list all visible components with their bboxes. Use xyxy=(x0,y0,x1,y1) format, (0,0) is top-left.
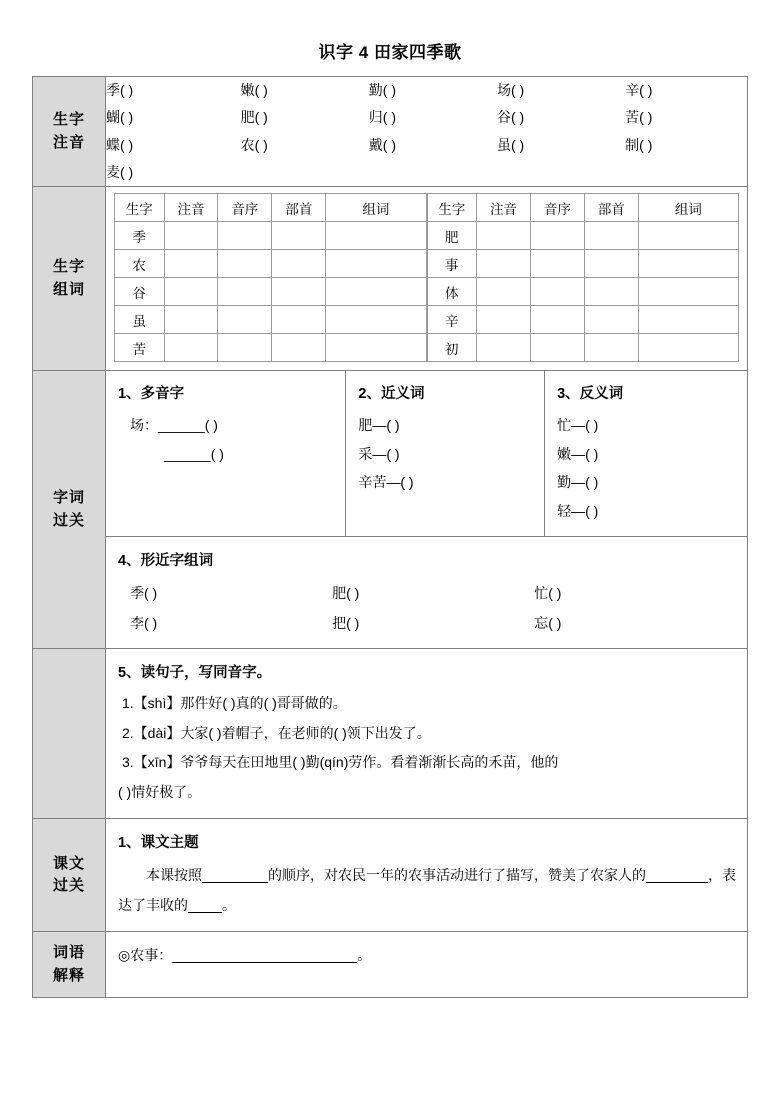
pinyin-grid-row xyxy=(106,159,747,186)
pinyin-item: 季( ) xyxy=(106,82,134,98)
answer-cell-radical[interactable] xyxy=(584,222,638,250)
answer-cell-pinyin[interactable] xyxy=(477,250,531,278)
answer-cell-words[interactable] xyxy=(326,250,426,278)
pinyin-item xyxy=(625,159,747,186)
duoyinzi-line-2[interactable]: ______( ) xyxy=(164,445,224,462)
section-row-vocab-top xyxy=(33,371,748,536)
answer-cell-radical[interactable] xyxy=(584,278,638,306)
fanyici-item[interactable]: 勤—( ) xyxy=(557,474,599,491)
answer-cell-order[interactable] xyxy=(530,306,584,334)
row-label-vocab-line1: 字词 xyxy=(52,489,85,507)
word-char-cell: 谷 xyxy=(115,278,165,306)
wordbuild-tables xyxy=(106,187,747,370)
xingjinzi-cell xyxy=(106,536,748,648)
word-explain-cell xyxy=(106,932,748,998)
pinyin-grid-row xyxy=(106,77,747,104)
pinyin-item xyxy=(241,159,369,186)
xingjinzi-row xyxy=(118,578,737,608)
row-label-word-explain-line2: 解释 xyxy=(52,966,85,984)
text-mastery-heading: 1、课文主题 xyxy=(118,835,199,852)
section-row-word-explain xyxy=(33,932,748,998)
answer-cell-pinyin[interactable] xyxy=(164,334,218,362)
xingjinzi-block xyxy=(106,537,747,648)
pinyin-item: 戴( ) xyxy=(368,136,397,153)
wordbuild-cell xyxy=(106,187,748,371)
table-row xyxy=(115,250,427,278)
answer-cell-pinyin[interactable] xyxy=(477,278,531,306)
answer-cell-radical[interactable] xyxy=(272,306,326,334)
answer-cell-words[interactable] xyxy=(638,250,738,278)
text-mastery-cell xyxy=(106,819,748,932)
vocab-col-jinyici xyxy=(346,371,545,535)
vocab-threecol-cell xyxy=(106,371,748,536)
vocab-col-fanyici xyxy=(545,371,747,535)
row-label-wordbuild-line1: 生字 xyxy=(52,258,85,276)
section-row-pinyin xyxy=(33,77,748,187)
answer-cell-words[interactable] xyxy=(638,278,738,306)
pinyin-item: 制( ) xyxy=(625,136,653,153)
table-header-row xyxy=(427,194,739,222)
pinyin-cell xyxy=(106,77,748,187)
section-row-tongyinzi xyxy=(33,649,748,819)
column-header-radical: 部首 xyxy=(584,194,638,222)
table-row xyxy=(427,278,739,306)
column-header-pinyin: 注音 xyxy=(477,194,531,222)
fanyici-item[interactable]: 嫩—( ) xyxy=(557,445,599,462)
answer-cell-pinyin[interactable] xyxy=(477,222,531,250)
column-header-words: 组词 xyxy=(326,194,426,222)
pinyin-item: 虽( ) xyxy=(496,136,525,153)
fanyici-item[interactable]: 轻—( ) xyxy=(557,502,599,519)
row-label-text-mastery-line2: 过关 xyxy=(52,877,85,895)
row-label-pinyin-line1: 生字 xyxy=(52,111,85,129)
vocab-col-duoyinzi xyxy=(106,371,346,535)
jinyici-item[interactable]: 辛苦—( ) xyxy=(358,474,414,491)
row-label-text-mastery-line1: 课文 xyxy=(52,854,85,872)
answer-cell-radical[interactable] xyxy=(584,334,638,362)
row-label-wordbuild xyxy=(33,187,106,371)
table-row xyxy=(115,306,427,334)
answer-cell-words[interactable] xyxy=(326,306,426,334)
pinyin-item xyxy=(369,159,497,186)
table-header-row xyxy=(115,194,427,222)
answer-cell-order[interactable] xyxy=(530,250,584,278)
answer-cell-radical[interactable] xyxy=(272,278,326,306)
fanyici-item[interactable]: 忙—( ) xyxy=(557,416,599,433)
pinyin-item: 辛( ) xyxy=(625,82,653,98)
word-char-cell: 虽 xyxy=(115,306,165,334)
text-mastery-part3: 人的 xyxy=(618,867,646,884)
tongyinzi-item[interactable]: 2.【dài】大家( )着帽子，在老师的( )领下出发了。 xyxy=(122,724,431,741)
section-row-text-mastery xyxy=(33,819,748,932)
column-header-order: 音序 xyxy=(218,194,272,222)
pinyin-item: 肥( ) xyxy=(240,109,268,126)
word-char-cell: 农 xyxy=(115,250,165,278)
answer-cell-order[interactable] xyxy=(218,278,272,306)
fill-blank[interactable] xyxy=(188,912,222,913)
page-title: 识字 4 田家四季歌 xyxy=(318,43,462,62)
pinyin-item: 苦( ) xyxy=(625,109,653,126)
tongyinzi-item[interactable]: 3.【xīn】爷爷每天在田地里( )勤(qín)劳作。看着渐渐长高的禾苗，他的 xyxy=(122,754,559,771)
tongyinzi-item[interactable]: 1.【shì】那件好( )真的( )哥哥做的。 xyxy=(122,695,347,712)
row-label-word-explain-line1: 词语 xyxy=(52,944,85,962)
answer-cell-order[interactable] xyxy=(530,278,584,306)
pinyin-item: 勤( ) xyxy=(368,82,397,98)
pinyin-item: 嫩( ) xyxy=(240,82,268,98)
text-mastery-part1: 本课按照 xyxy=(146,867,202,884)
xingjinzi-item[interactable]: 忙( ) xyxy=(534,584,562,601)
table-row xyxy=(115,222,427,250)
pinyin-item: 蝴( ) xyxy=(106,109,134,126)
jinyici-item[interactable]: 肥—( ) xyxy=(358,416,400,433)
word-char-cell: 季 xyxy=(115,222,165,250)
answer-cell-order[interactable] xyxy=(218,306,272,334)
answer-cell-pinyin[interactable] xyxy=(164,250,218,278)
answer-cell-words[interactable] xyxy=(638,334,738,362)
column-header-pinyin: 注音 xyxy=(164,194,218,222)
jinyici-item[interactable]: 采—( ) xyxy=(358,445,400,462)
answer-cell-words[interactable] xyxy=(326,278,426,306)
word-char-cell: 苦 xyxy=(115,334,165,362)
row-label-text-mastery xyxy=(33,819,106,932)
column-header-order: 音序 xyxy=(530,194,584,222)
pinyin-item: 归( ) xyxy=(368,109,397,126)
column-header-char: 生字 xyxy=(427,194,477,222)
answer-cell-pinyin[interactable] xyxy=(164,278,218,306)
tongyinzi-item-continuation[interactable]: ( )情好极了。 xyxy=(118,783,202,800)
table-row xyxy=(115,334,427,362)
row-label-wordbuild-line2: 组词 xyxy=(52,280,85,298)
text-mastery-part2: 的顺序，对农民一年的农事活动进行了描写，赞美了农家 xyxy=(268,867,618,884)
word-char-cell: 初 xyxy=(427,334,477,362)
fill-blank[interactable] xyxy=(172,962,357,963)
row-label-vocab xyxy=(33,371,106,649)
word-explain-block xyxy=(106,932,747,997)
text-mastery-block xyxy=(106,819,747,931)
xingjinzi-item[interactable]: 季( ) xyxy=(130,584,158,601)
column-header-char: 生字 xyxy=(115,194,165,222)
row-label-tongyinzi-empty xyxy=(33,649,106,819)
answer-cell-pinyin[interactable] xyxy=(164,222,218,250)
answer-cell-radical[interactable] xyxy=(584,306,638,334)
column-header-words: 组词 xyxy=(638,194,738,222)
worksheet-table xyxy=(32,76,748,998)
pinyin-item: 农( ) xyxy=(240,136,268,153)
duoyinzi-heading: 1、多音字 xyxy=(118,386,185,403)
pinyin-grid-row xyxy=(106,132,747,159)
pinyin-item: 麦( ) xyxy=(106,163,134,180)
word-char-cell: 辛 xyxy=(427,306,477,334)
word-char-cell: 肥 xyxy=(427,222,477,250)
fill-blank[interactable] xyxy=(202,882,268,883)
answer-cell-words[interactable] xyxy=(326,334,426,362)
answer-cell-radical[interactable] xyxy=(584,250,638,278)
pinyin-item xyxy=(497,159,625,186)
answer-cell-order[interactable] xyxy=(530,222,584,250)
tongyinzi-heading: 5、读句子，写同音字。 xyxy=(118,665,272,682)
row-label-pinyin-line2: 注音 xyxy=(52,133,85,151)
answer-cell-radical[interactable] xyxy=(272,222,326,250)
answer-cell-words[interactable] xyxy=(326,222,426,250)
table-row xyxy=(115,278,427,306)
wordbuild-table-right xyxy=(427,193,740,362)
answer-cell-radical[interactable] xyxy=(272,334,326,362)
table-row xyxy=(427,306,739,334)
row-label-vocab-line2: 过关 xyxy=(52,511,85,529)
table-row xyxy=(427,334,739,362)
word-explain-tail: 。 xyxy=(357,947,372,964)
section-row-wordbuild xyxy=(33,187,748,371)
pinyin-item: 谷( ) xyxy=(496,109,525,126)
row-label-pinyin xyxy=(33,77,106,187)
wordbuild-table-left xyxy=(114,193,427,362)
answer-cell-pinyin[interactable] xyxy=(477,334,531,362)
answer-cell-radical[interactable] xyxy=(272,250,326,278)
pinyin-grid xyxy=(106,77,747,186)
fanyici-heading: 3、反义词 xyxy=(557,386,624,403)
column-header-radical: 部首 xyxy=(272,194,326,222)
xingjinzi-item[interactable]: 肥( ) xyxy=(332,584,360,601)
answer-cell-order[interactable] xyxy=(218,334,272,362)
answer-cell-pinyin[interactable] xyxy=(477,306,531,334)
word-char-cell: 体 xyxy=(427,278,477,306)
word-explain-marker: ◎农事： xyxy=(118,947,173,964)
vocab-three-columns xyxy=(106,371,747,535)
answer-cell-words[interactable] xyxy=(638,306,738,334)
xingjinzi-item[interactable]: 李( ) xyxy=(130,614,158,631)
table-row xyxy=(427,222,739,250)
text-mastery-part5: 。 xyxy=(222,897,236,914)
section-row-xingjinzi xyxy=(33,536,748,648)
tongyinzi-cell xyxy=(106,649,748,819)
answer-cell-order[interactable] xyxy=(530,334,584,362)
pinyin-item: 场( ) xyxy=(496,82,525,98)
answer-cell-words[interactable] xyxy=(638,222,738,250)
answer-cell-order[interactable] xyxy=(218,250,272,278)
xingjinzi-row xyxy=(118,608,737,638)
tongyinzi-block xyxy=(106,649,747,818)
xingjinzi-item[interactable]: 把( ) xyxy=(332,614,360,631)
text-mastery-part4: ，表达了丰收的 xyxy=(118,867,736,914)
jinyici-heading: 2、近义词 xyxy=(358,386,425,403)
pinyin-item: 蝶( ) xyxy=(106,136,134,153)
answer-cell-order[interactable] xyxy=(218,222,272,250)
pinyin-grid-row xyxy=(106,104,747,131)
xingjinzi-item[interactable]: 忘( ) xyxy=(534,614,562,631)
answer-cell-pinyin[interactable] xyxy=(164,306,218,334)
word-char-cell: 事 xyxy=(427,250,477,278)
text-mastery-paragraph xyxy=(118,860,737,920)
xingjinzi-heading: 4、形近字组词 xyxy=(118,552,214,569)
row-label-word-explain xyxy=(33,932,106,998)
duoyinzi-line-1[interactable]: 场：______( ) xyxy=(130,416,218,433)
table-row xyxy=(427,250,739,278)
fill-blank[interactable] xyxy=(646,882,708,883)
